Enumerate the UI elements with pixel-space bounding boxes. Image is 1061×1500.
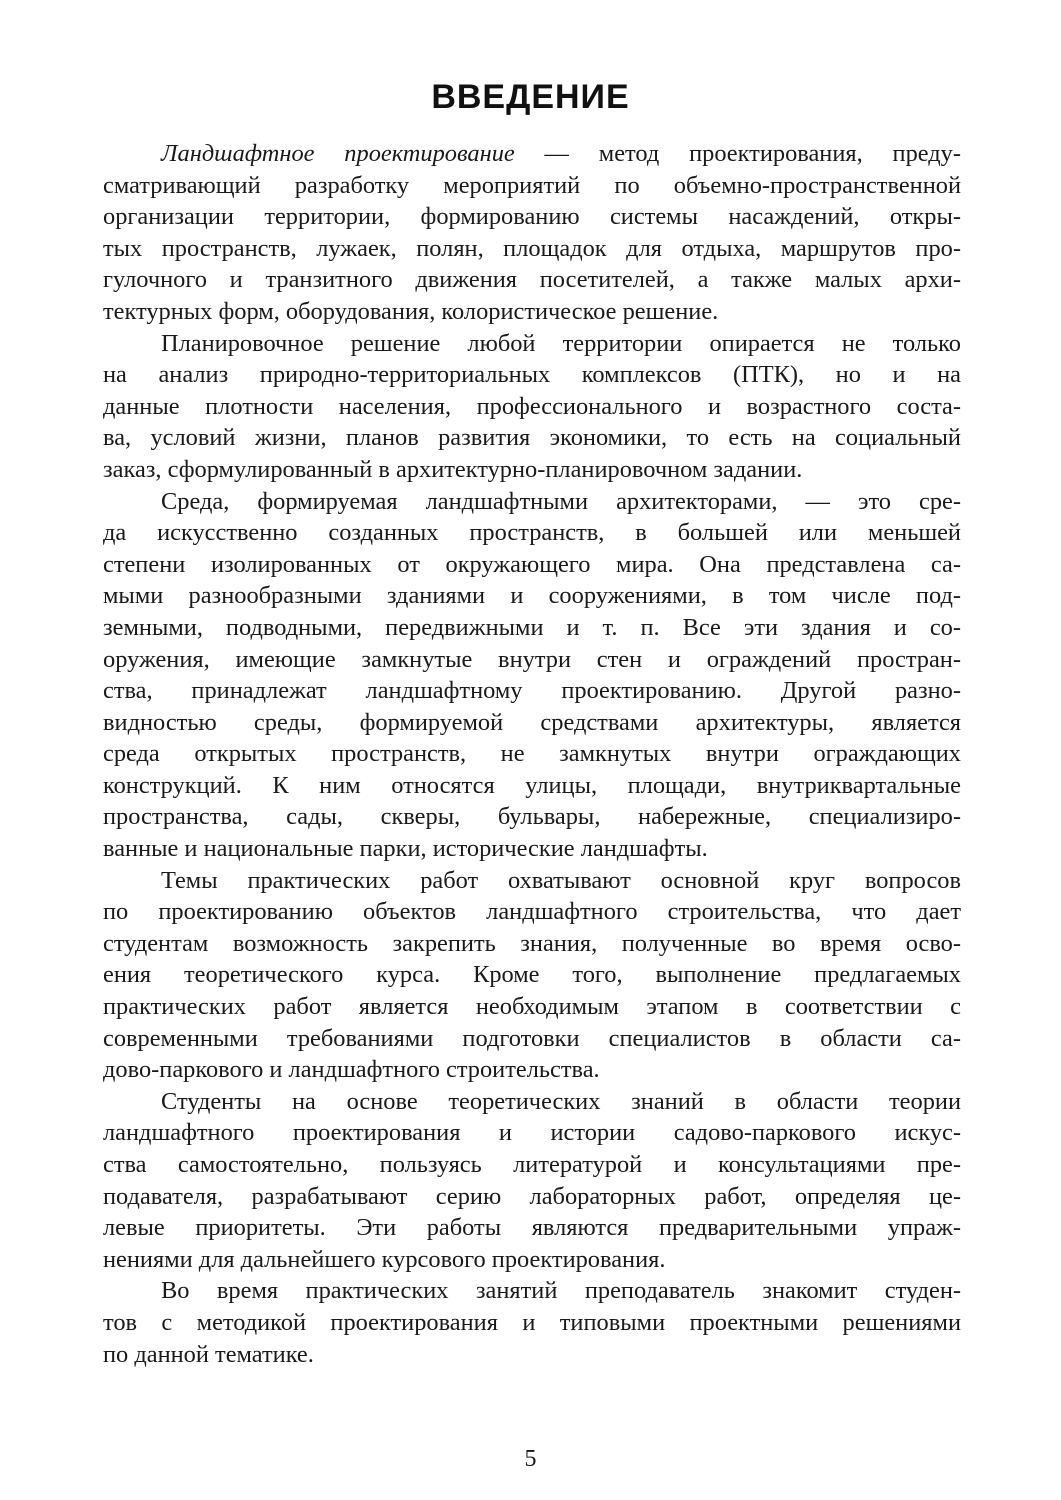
line-text: практических работ является необходимым этапом в соответствии с [103, 993, 961, 1021]
line-text: — метод проектирования, преду- [514, 140, 962, 167]
line-text: ванные и национальные парки, исторические ландшафты. [103, 835, 708, 863]
text-line [103, 770, 961, 802]
paragraph [103, 865, 961, 1086]
italic-term: Ландшафтное проектирование [161, 140, 515, 167]
line-text: ства самостоятельно, пользуясь литературой и консультациями пре- [103, 1151, 961, 1178]
line-text: Среда, формируемая ландшафтными архитекторами, — это сре- [161, 487, 961, 515]
line-text: ения теоретического курса. Кроме того, выполнение предлагаемых [103, 961, 961, 989]
text-line [103, 896, 961, 928]
text-line [103, 801, 961, 833]
text-line [103, 391, 961, 423]
text-line [103, 707, 961, 739]
line-text: дово-паркового и ландшафтного строительства. [103, 1056, 600, 1084]
text-line [103, 580, 961, 612]
text-line [103, 1275, 961, 1307]
line-text: левые приоритеты. Эти работы являются предварительными упраж- [103, 1214, 961, 1242]
line-text: заказ, сформулированный в архитектурно-планировочном задании. [103, 455, 803, 483]
line-text: сматривающий разработку мероприятий по объемно-пространственной [103, 171, 961, 199]
line-text: подавателя, разрабатывают серию лабораторных работ, определяя це- [103, 1182, 961, 1210]
paragraph [103, 1086, 961, 1276]
line-text: ства, принадлежат ландшафтному проектированию. Другой разно- [103, 677, 961, 705]
line-text: ва, условий жизни, планов развития экономики, то есть на социальный [103, 424, 961, 452]
text-line [103, 991, 961, 1023]
text-line [103, 422, 961, 454]
line-text: мыми разнообразными зданиями и сооружениями, в том числе под- [103, 582, 961, 610]
paragraph [103, 486, 961, 865]
text-line [103, 1244, 961, 1276]
line-text: конструкций. К ним относятся улицы, площади, внутриквартальные [103, 771, 961, 799]
text-line [103, 1339, 961, 1371]
line-text: да искусственно созданных пространств, в большей или меньшей [103, 519, 961, 547]
text-line [103, 296, 961, 328]
line-text: пространства, сады, скверы, бульвары, набережные, специализиро- [103, 803, 961, 831]
text-line [103, 1117, 961, 1149]
text-line [103, 170, 961, 202]
text-line [103, 865, 961, 897]
line-text: тектурных форм, оборудования, колористическое решение. [103, 297, 719, 325]
text-line [103, 644, 961, 676]
line-text: организации территории, формированию системы насаждений, откры- [103, 203, 961, 231]
line-text: видностью среды, формируемой средствами архитектуры, является [103, 708, 961, 736]
text-line [103, 549, 961, 581]
line-text: нениями для дальнейшего курсового проектирования. [103, 1245, 666, 1273]
line-text: Во время практических занятий преподаватель знакомит студен- [161, 1277, 961, 1305]
line-text: по проектированию объектов ландшафтного строительства, что дает [103, 898, 961, 926]
text-line [103, 738, 961, 770]
text-line [103, 1149, 961, 1181]
line-text: по данной тематике. [103, 1340, 314, 1368]
text-line [103, 264, 961, 296]
text-line [103, 517, 961, 549]
line-text: современными требованиями подготовки специалистов в области са- [103, 1024, 961, 1052]
text-line [103, 359, 961, 391]
text-line [103, 1023, 961, 1055]
line-text: ландшафтного проектирования и истории садово-паркового искус- [103, 1119, 961, 1147]
paragraph [103, 138, 961, 328]
line-text: Студенты на основе теоретических знаний в области теории [161, 1087, 961, 1115]
line-text: на анализ природно-территориальных комплексов (ПТК), но и на [103, 361, 961, 389]
body-text [103, 138, 961, 1370]
paragraph [103, 1275, 961, 1370]
text-line [103, 959, 961, 991]
line-text: земными, подводными, передвижными и т. п. Все эти здания и со- [103, 613, 961, 641]
line-text: Темы практических работ охватывают основной круг вопросов [161, 866, 961, 894]
line-text: гулочного и транзитного движения посетителей, а также малых архи- [103, 266, 961, 294]
text-line [103, 1212, 961, 1244]
line-text: степени изолированных от окружающего мира. Она представлена са- [103, 550, 961, 578]
line-text: оружения, имеющие замкнутые внутри стен и ограждений простран- [103, 645, 961, 673]
text-line [103, 486, 961, 518]
line-text: Планировочное решение любой территории опирается не только [161, 329, 961, 357]
line-text: тов с методикой проектирования и типовыми проектными решениями [103, 1308, 961, 1336]
paragraph [103, 328, 961, 486]
text-line [103, 201, 961, 233]
text-line [103, 233, 961, 265]
text-line [103, 454, 961, 486]
text-line [103, 1086, 961, 1118]
text-line [103, 675, 961, 707]
text-line [103, 833, 961, 865]
line-text: данные плотности населения, профессионального и возрастного соста- [103, 392, 961, 420]
text-line [103, 1181, 961, 1213]
page-number: 5 [524, 1446, 537, 1472]
line-text: тых пространств, лужаек, полян, площадок для отдыха, маршрутов про- [103, 234, 961, 262]
text-line [103, 928, 961, 960]
text-line [103, 328, 961, 360]
text-line [103, 612, 961, 644]
page-title: ВВЕДЕНИЕ [431, 78, 630, 116]
text-line [103, 138, 961, 170]
line-text: студентам возможность закрепить знания, полученные во время осво- [103, 929, 961, 957]
text-line [103, 1307, 961, 1339]
text-line [103, 1054, 961, 1086]
line-text: среда открытых пространств, не замкнутых внутри ограждающих [103, 740, 961, 768]
